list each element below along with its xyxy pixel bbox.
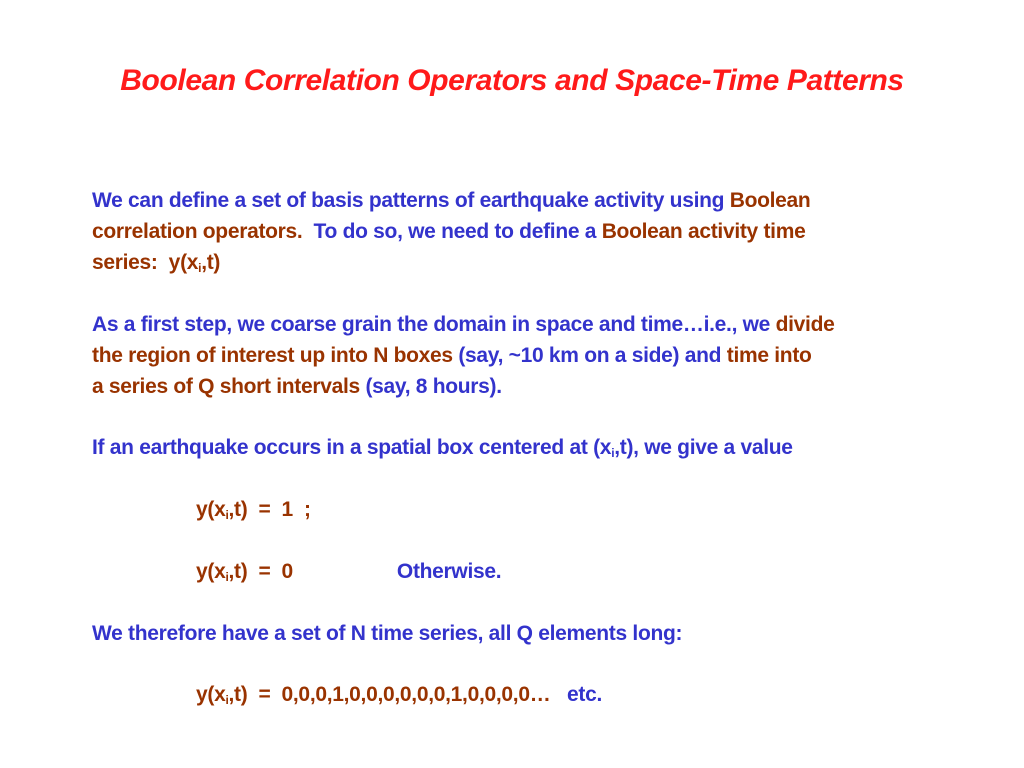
para1-line1: We can define a set of basis patterns of earthquake activity using Boolean <box>92 189 811 212</box>
otherwise-label: Otherwise. <box>396 560 502 583</box>
slide-title: Boolean Correlation Operators and Space-Time Patterns <box>120 64 904 97</box>
para3-line: If an earthquake occurs in a spatial box centered at $(x_i,t)$, we give a value <box>92 436 793 460</box>
para2-line3: a series of Q short intervals (say, 8 hours). <box>92 375 502 398</box>
para1-line3: series: $y(x_i,t)$ <box>92 251 221 275</box>
etc-label: etc. <box>550 683 602 706</box>
equation-one: $y(x_i,t) = 1$ ; <box>196 498 311 522</box>
para2-line1: As a first step, we coarse grain the domain in space and time…i.e., we divide <box>92 313 835 336</box>
para1-line2: correlation operators. To do so, we need to define a Boolean activity time <box>92 220 806 243</box>
equation-series: $y(x_i,t)$ = 0,0,0,1,0,0,0,0,0,0,1,0,0,0,0… etc. <box>196 683 602 707</box>
para2-line2: the region of interest up into N boxes (say, ~10 km on a side) and time into <box>92 344 812 367</box>
equation-zero: $y(x_i,t) = 0$ Otherwise. <box>196 560 502 584</box>
para4-line: We therefore have a set of N time series, all Q elements long: <box>92 622 683 645</box>
